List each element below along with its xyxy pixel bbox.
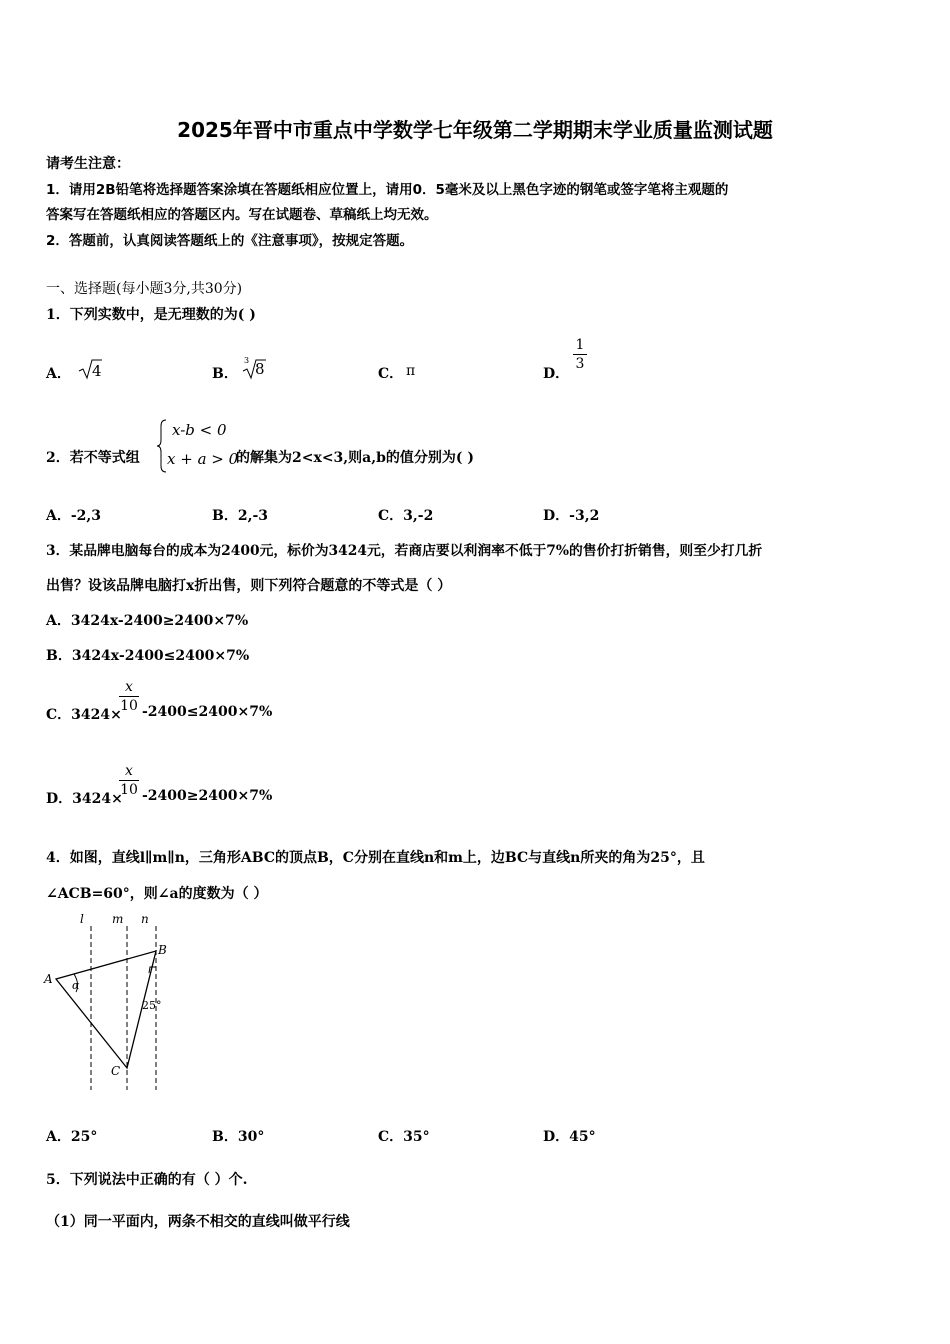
fraction-numerator: x	[125, 763, 133, 779]
question-3-stem-2: 出售？设该品牌电脑打x折出售，则下列符合题意的不等式是（ ）	[46, 578, 452, 594]
q1-option-c-label: C．	[378, 366, 404, 382]
q4-option-a: A．25°	[46, 1129, 98, 1145]
q1-option-d-label: D．	[543, 366, 570, 382]
question-4-stem-1: 4．如图，直线l∥m∥n，三角形ABC的顶点B，C分别在直线n和m上，边BC与直线n所夹的角为25°，且	[46, 850, 705, 866]
q5-statement-1: （1）同一平面内，两条不相交的直线叫做平行线	[46, 1214, 350, 1230]
q4-option-c: C．35°	[378, 1129, 430, 1145]
triangle-figure	[40, 910, 175, 1095]
fraction-numerator: x	[125, 679, 133, 695]
q2-option-d: D．-3,2	[543, 508, 600, 524]
page-title: 2025年晋中市重点中学数学七年级第二学期期末学业质量监测试题	[177, 118, 773, 142]
fraction-bar	[119, 780, 139, 781]
q1-option-a-label: A．	[46, 366, 71, 382]
q1-option-b-value: 8	[255, 360, 265, 378]
question-5-stem: 5．下列说法中正确的有（ ）个.	[46, 1172, 248, 1188]
q2-option-a: A．-2,3	[46, 508, 102, 524]
q3-option-b: B．3424x-2400≤2400×7%	[46, 648, 250, 664]
label-c: C	[111, 1064, 121, 1078]
label-m: m	[112, 912, 124, 926]
fraction-denominator: 3	[575, 356, 585, 372]
q1-option-b-index: 3	[244, 356, 250, 365]
q1-option-b-label: B．	[212, 366, 238, 382]
label-n: n	[141, 912, 149, 926]
question-2-suffix: 的解集为2<x<3,则a,b的值分别为( )	[236, 450, 475, 466]
notice-line-1: 1．请用2B铅笔将选择题答案涂填在答题纸相应位置上，请用0．5毫米及以上黑色字迹的钢笔或签字笔将主观题的	[46, 182, 729, 198]
notice-line-2: 2．答题前，认真阅读答题纸上的《注意事项》，按规定答题。	[46, 233, 414, 249]
inequality-1: x-b < 0	[172, 421, 227, 439]
fraction-bar	[573, 354, 587, 355]
fraction-denominator: 10	[120, 698, 138, 714]
q3-option-c-suffix: -2400≤2400×7%	[142, 704, 273, 720]
q3-option-a: A．3424x-2400≥2400×7%	[46, 613, 249, 629]
q3-option-d-fraction	[119, 763, 139, 798]
question-1-stem: 1．下列实数中，是无理数的为( )	[46, 307, 256, 323]
angle-25-mark	[149, 967, 156, 973]
section-heading: 一、选择题(每小题3分,共30分)	[46, 281, 243, 297]
fraction-denominator: 10	[120, 782, 138, 798]
label-l: l	[80, 912, 84, 926]
fraction-bar	[119, 696, 139, 697]
label-alpha: α	[72, 979, 80, 992]
q3-option-c-prefix: C．3424×	[46, 707, 122, 723]
q3-option-d-prefix: D．3424×	[46, 791, 123, 807]
question-3-stem-1: 3．某品牌电脑每台的成本为2400元，标价为3424元，若商店要以利润率不低于7%的售价打折销售，则至少打几折	[46, 543, 763, 559]
label-25-degrees: 25°	[142, 999, 162, 1012]
notice-line-1b: 答案写在答题纸相应的答题区内。写在试题卷、草稿纸上均无效。	[46, 207, 438, 223]
label-a: A	[44, 972, 53, 986]
q4-option-b: B．30°	[212, 1129, 265, 1145]
triangle-abc	[56, 951, 156, 1068]
q4-option-d: D．45°	[543, 1129, 596, 1145]
q3-option-c-fraction	[119, 679, 139, 714]
q1-option-a-value: 4	[92, 362, 102, 380]
notice-heading: 请考生注意：	[46, 156, 130, 172]
q1-option-d-fraction	[573, 337, 587, 372]
question-4-stem-2: ∠ACB=60°，则∠a的度数为（ ）	[46, 886, 268, 902]
system-brace	[156, 418, 168, 478]
question-2-prefix: 2．若不等式组	[46, 450, 140, 466]
q2-option-c: C．3,-2	[378, 508, 434, 524]
q1-option-c-value: π	[406, 363, 416, 379]
fraction-numerator: 1	[575, 337, 585, 353]
q3-option-d-suffix: -2400≥2400×7%	[142, 788, 273, 804]
label-b: B	[158, 943, 167, 957]
q2-option-b: B．2,-3	[212, 508, 268, 524]
inequality-2: x + a > 0	[167, 450, 239, 468]
